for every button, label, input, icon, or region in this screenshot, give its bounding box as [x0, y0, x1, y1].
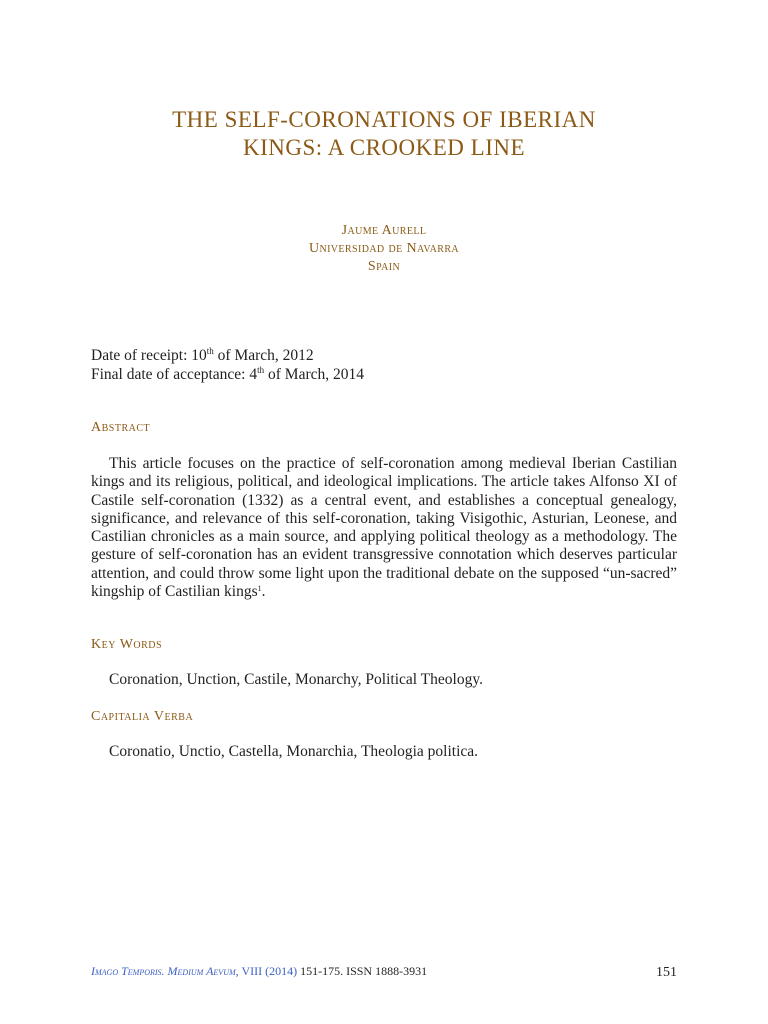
acceptance-date-suffix: of March, 2014	[264, 366, 365, 383]
acceptance-date-sup: th	[257, 365, 265, 375]
author-block	[0, 222, 768, 276]
journal-name: Imago Temporis. Medium Aevum	[91, 964, 236, 978]
key-words-text: Coronation, Unction, Castile, Monarchy, Political Theology.	[109, 671, 483, 688]
footnote-ref[interactable]: 1	[257, 584, 262, 594]
receipt-date	[91, 346, 364, 365]
title-line-2: KINGS: A CROOKED LINE	[242, 135, 526, 160]
author-affiliation: Universidad de Navarra	[308, 241, 460, 256]
acceptance-date	[91, 365, 364, 384]
article-title	[0, 106, 768, 162]
capitalia-verba-text: Coronatio, Unctio, Castella, Monarchia, Theologia politica.	[109, 743, 479, 760]
title-line-1: THE SELF-CORONATIONS OF IBERIAN	[172, 107, 596, 132]
author-name: Jaume Aurell	[341, 223, 427, 238]
abstract-text-body: This article focuses on the practice of self-coronation among medieval Iberian Castilian kings and its religious, political, and ideological implications. The article takes Alfonso XI of Castile self-coronation (1332) as a central event, and establishes a conceptual genealogy, significance, and relevance of this self-coronation, taking Visigothic, Asturian, Leonese, and Castilian chronicles as a main source, and applying political theology as a methodology. The gesture of self-coronation has an evident transgressive connotation which deserves particular attention, and could throw some light upon the traditional debate on the supposed “un-sacred” kingship of Castilian kings	[91, 455, 677, 601]
pages-issn: 151-175. ISSN 1888-3931	[297, 964, 428, 978]
journal-volume: VIII (2014)	[241, 964, 298, 978]
abstract-text	[91, 455, 677, 601]
receipt-date-sup: th	[206, 346, 214, 356]
capitalia-verba-heading: Capitalia Verba	[91, 709, 194, 724]
dates-block	[91, 346, 364, 384]
journal-sep: ,	[235, 964, 242, 978]
page-number: 151	[656, 965, 677, 980]
key-words-heading: Key Words	[91, 637, 163, 652]
footer-citation	[91, 964, 427, 979]
receipt-date-prefix: Date of receipt: 10	[91, 347, 207, 364]
abstract-text-end: .	[261, 583, 266, 601]
receipt-date-suffix: of March, 2012	[213, 347, 314, 364]
abstract-heading: Abstract	[91, 420, 151, 435]
acceptance-date-prefix: Final date of acceptance: 4	[91, 366, 258, 383]
author-country: Spain	[367, 259, 401, 274]
